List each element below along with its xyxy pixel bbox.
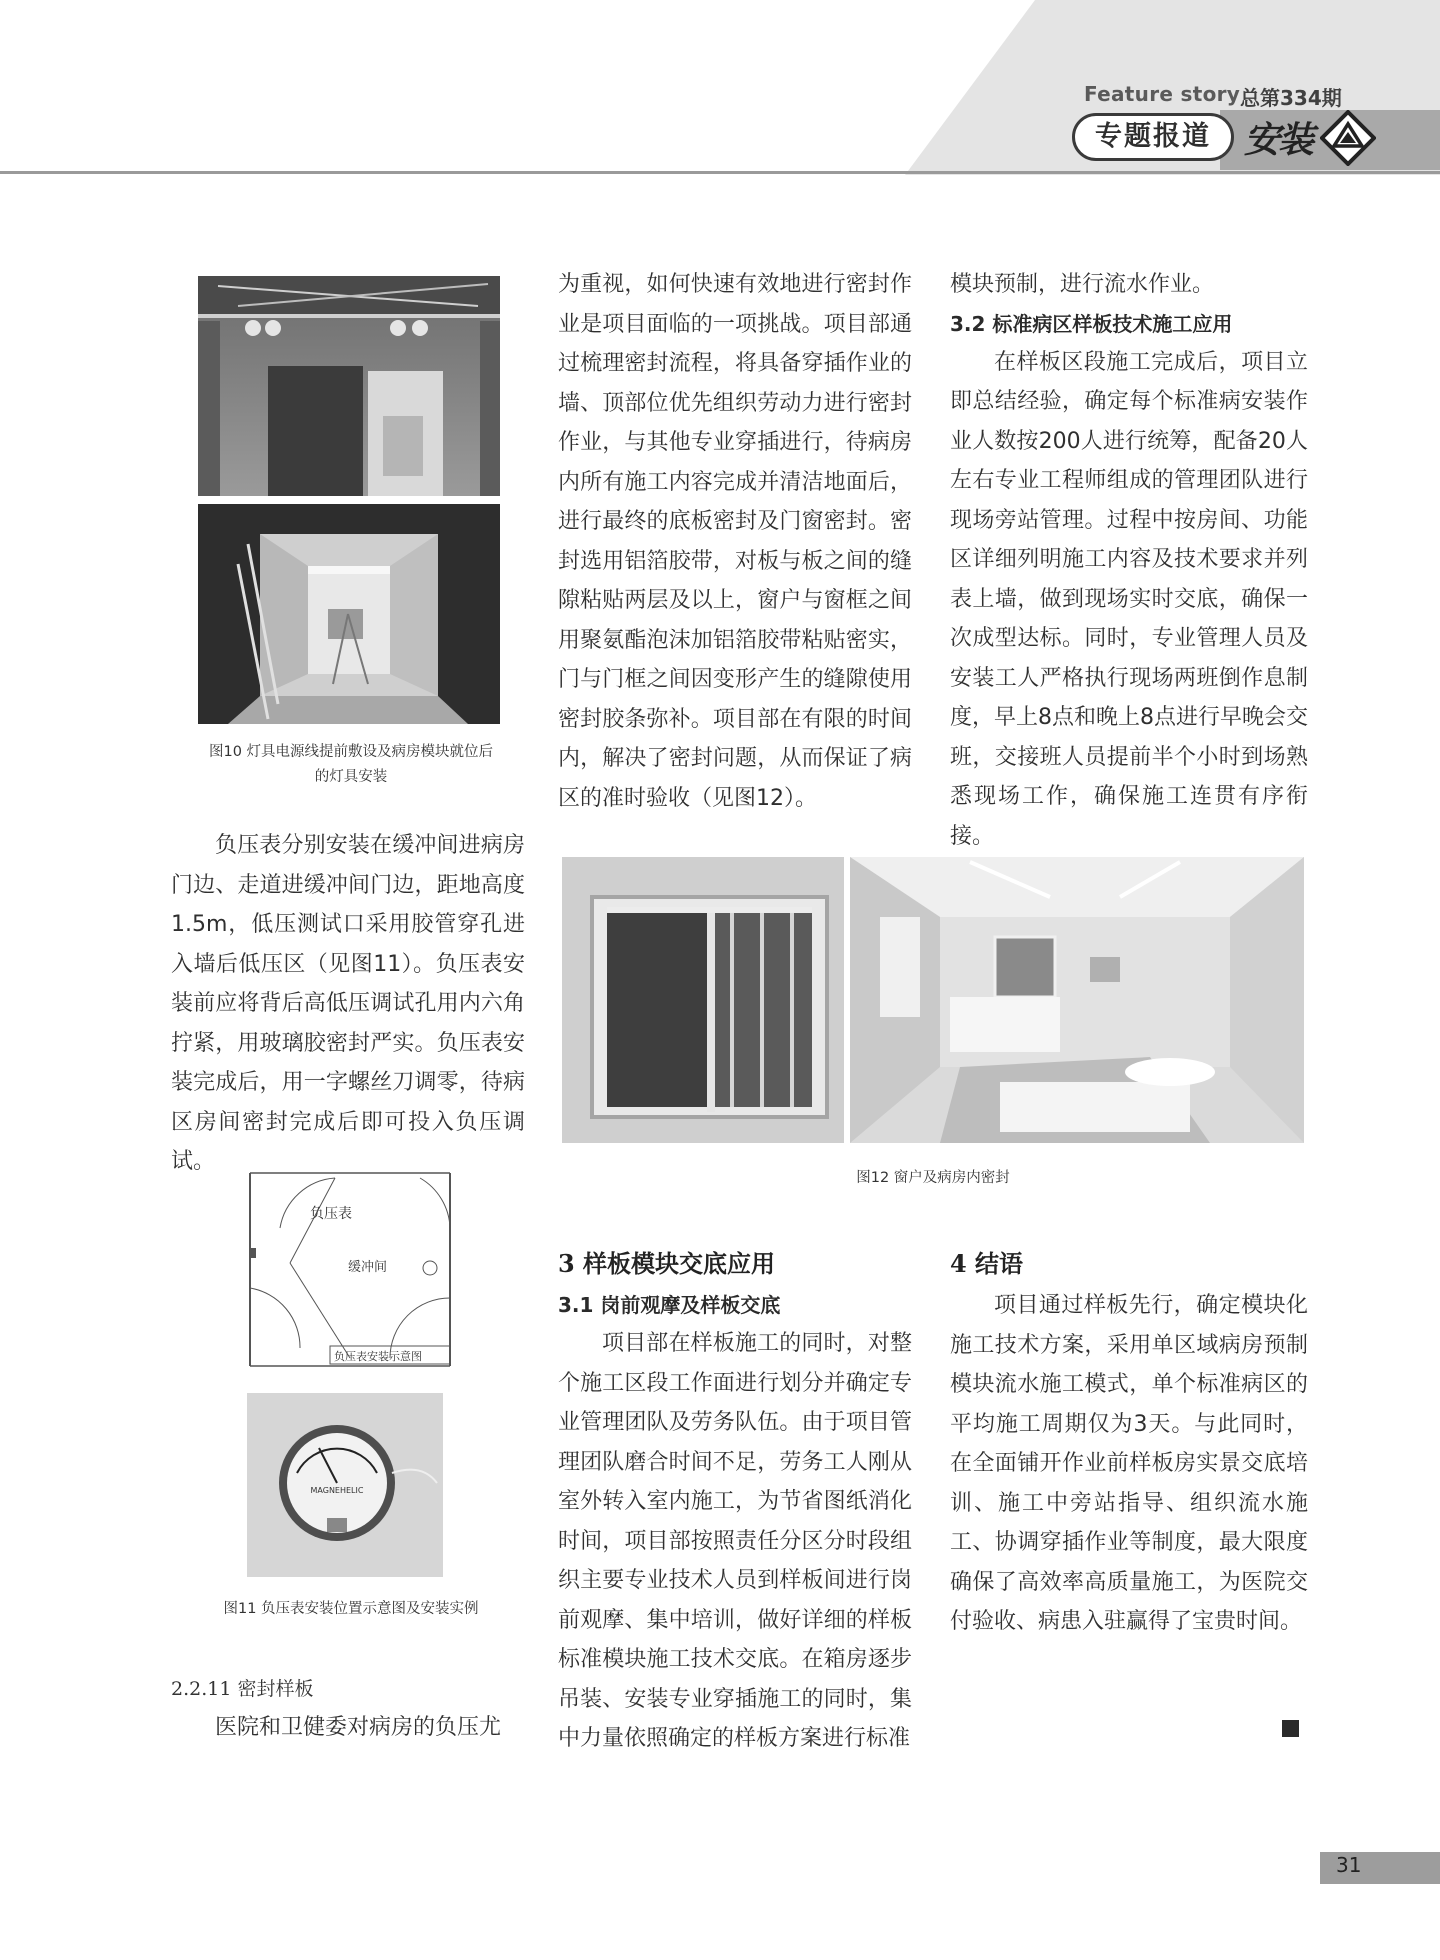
magazine-brand: 安装 bbox=[1244, 119, 1313, 161]
column2-text-bottom bbox=[558, 1242, 912, 1759]
figure11-diagram bbox=[240, 1168, 452, 1368]
col2-paragraph2: 项目部在样板施工的同时，对整个施工区段工作面进行划分并确定专业管理团队及劳务队伍。由于项目管理团队磨合时间不足，劳务工人刚从室外转入室内施工，为节省图纸消化时间，项目部按照责任分区分时段组织主要专业技术人员到样板间进行岗前观摩、集中培训，做好详细的样板标准模块施工技术交底。在箱房逐步吊装、安装专业穿插施工的同时，集中力量依照确定的样板方案进行标准 bbox=[558, 1331, 912, 1751]
diagram-label-legend: 负压表安装示意图 bbox=[334, 1350, 422, 1363]
diagram-label-buffer: 缓冲间 bbox=[348, 1260, 388, 1275]
col1-paragraph2: 医院和卫健委对病房的负压尤 bbox=[215, 1715, 502, 1740]
figure10-photo-top bbox=[198, 276, 500, 496]
col2-paragraph1: 为重视，如何快速有效地进行密封作业是项目面临的一项挑战。项目部通过梳理密封流程，将具备穿插作业的墙、顶部位优先组织劳动力进行密封作业，与其他专业穿插进行，待病房内所有施工内容完成并清洁地面后，进行最终的底板密封及门窗密封。密封选用铝箔胶带，对板与板之间的缝隙粘贴两层及以上，窗户与窗框之间用聚氨酯泡沫加铝箔胶带粘贴密实，门与门框之间因变形产生的缝隙使用密封胶条弥补。项目部在有限的时间内，解决了密封问题，从而保证了病区的准时验收（见图12）。 bbox=[558, 272, 912, 811]
column1-text-top bbox=[171, 826, 525, 1182]
header-rule bbox=[0, 171, 1440, 174]
col1-heading-2-2-11: 2.2.11 密封样板 bbox=[171, 1678, 314, 1700]
diagram-label-gauge: 负压表 bbox=[310, 1206, 352, 1222]
feature-story-label: Feature story bbox=[1084, 82, 1241, 106]
article-end-mark bbox=[1282, 1720, 1299, 1737]
column3-text-top bbox=[950, 265, 1308, 856]
column3-text-bottom bbox=[950, 1242, 1308, 1642]
gauge-brand-text: MAGNEHELIC bbox=[310, 1486, 364, 1495]
column1-text-bottom bbox=[171, 1670, 525, 1748]
figure12-caption: 图12 窗户及病房内密封 bbox=[856, 1170, 1010, 1186]
col3-paragraph2: 在样板区段施工完成后，项目立即总结经验，确定每个标准病安装作业人数按200人进行统筹，配备20人左右专业工程师组成的管理团队进行现场旁站管理。过程中按房间、功能区详细列明施工内容及技术要求并列表上墙，做到现场实时交底，确保一次成型达标。同时，专业管理人员及安装工人严格执行现场两班倒作息制度，早上8点和晚上8点进行早晚会交班，交接班人员提前半个小时到场熟悉现场工作，确保施工连贯有序衔接。 bbox=[950, 349, 1308, 849]
figure12-ward-photo bbox=[850, 857, 1304, 1143]
section-title: 专题报道 bbox=[1072, 113, 1234, 161]
col2-heading-3-1: 3.1 岗前观摩及样板交底 bbox=[558, 1293, 781, 1317]
figure11-caption: 图11 负压表安装位置示意图及安装实例 bbox=[223, 1601, 479, 1617]
col3-paragraph1: 模块预制，进行流水作业。 bbox=[950, 272, 1215, 297]
figure10-caption bbox=[182, 740, 520, 790]
figure10-caption-line2: 的灯具安装 bbox=[314, 769, 388, 785]
figure10-caption-line1: 图10 灯具电源线提前敷设及病房模块就位后 bbox=[208, 744, 494, 760]
issue-number: 总第334期 bbox=[1240, 86, 1342, 110]
col3-heading-4: 4 结语 bbox=[950, 1249, 1024, 1278]
col3-paragraph3: 项目通过样板先行，确定模块化施工技术方案，采用单区域病房预制模块流水施工模式，单个标准病区的平均施工周期仅为3天。与此同时，在全面铺开作业前样板房实景交底培训、施工中旁站指导、组织流水施工、协调穿插作业等制度，最大限度确保了高效率高质量施工，为医院交付验收、病患入驻赢得了宝贵时间。 bbox=[950, 1293, 1308, 1634]
column2-text-top bbox=[558, 265, 912, 818]
figure10-photo-bottom bbox=[198, 504, 500, 724]
page-number: 31 bbox=[1336, 1853, 1362, 1877]
col2-heading-3: 3 样板模块交底应用 bbox=[558, 1249, 776, 1278]
figure11-gauge-photo bbox=[247, 1393, 443, 1577]
magazine-logo-icon bbox=[1320, 110, 1376, 166]
col1-paragraph1: 负压表分别安装在缓冲间进病房门边、走道进缓冲间门边，距地高度1.5m，低压测试口采用胶管穿孔进入墙后低压区（见图11）。负压表安装前应将背后高低压调试孔用内六角拧紧，用玻璃胶密封严实。负压表安装完成后，用一字螺丝刀调零，待病区房间密封完成后即可投入负压调试。 bbox=[171, 833, 525, 1174]
figure12-window-photo bbox=[562, 857, 844, 1143]
col3-heading-3-2: 3.2 标准病区样板技术施工应用 bbox=[950, 311, 1233, 336]
